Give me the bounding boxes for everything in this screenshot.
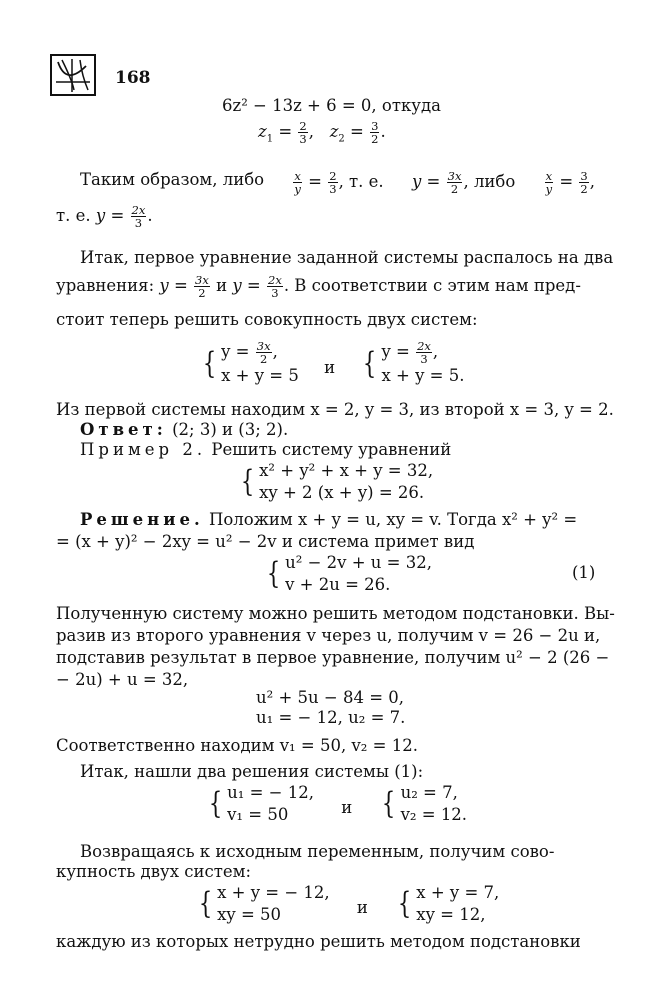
text-line: Итак, нашли два решения системы (1): [80, 762, 424, 781]
system-1: { y = $\frac{3x}{2}$ , x + y = 5 [202, 339, 299, 385]
text-line: = (x + y)² − 2xy = u² − 2v и система примет вид [56, 532, 475, 551]
text-line: − 2u) + u = 32, [56, 670, 189, 689]
fraction: $\frac{2}{3}$ [299, 119, 307, 146]
fraction: $\frac{3}{2}$ [371, 119, 379, 146]
final-systems: { x + y = − 12, xy = 50 и { x + y = 7, xy = 12, [198, 883, 500, 924]
example-heading: Пример 2. Решить систему уравнений [80, 440, 452, 459]
text-line: т. е. y = $\frac{2x}{3}$ . [56, 203, 153, 230]
text-line: подставив результат в первое уравнение, получим u² − 2 (26 − [56, 648, 610, 667]
chapter-logo-icon [50, 54, 96, 96]
text-line: стоит теперь решить совокупность двух систем: [56, 310, 478, 329]
equation-line: u² + 5u − 84 = 0, [256, 688, 405, 707]
roots-line: $z_1$ = $\frac{2}{3}$ , $z_2$ = $\frac{3}{2}$ . [258, 119, 386, 146]
text-line: уравнения: y = $\frac{3x}{2}$ и y = $\frac{2x}{3}$ . В соответствии с этим нам пред- [56, 273, 581, 300]
text-line: Полученную систему можно решить методом подстановки. Вы- [56, 604, 615, 623]
equation-line: u₁ = − 12, u₂ = 7. [256, 708, 406, 727]
text-line: Итак, первое уравнение заданной системы распалось на два [80, 248, 614, 267]
equation-line: 6z² − 13z + 6 = 0, откуда [222, 96, 442, 115]
solution-line: Решение. Положим x + y = u, xy = v. Тогда x² + y² = [80, 510, 578, 529]
text-line: купность двух систем: [56, 862, 252, 881]
text-line: разив из второго уравнения v через u, получим v = 26 − 2u и, [56, 626, 601, 645]
text-line: Из первой системы находим x = 2, y = 3, из второй x = 3, y = 2. [56, 400, 614, 419]
equation-number: (1) [572, 563, 596, 582]
system-2: { y = $\frac{2x}{3}$ , x + y = 5. [363, 339, 465, 385]
answer-line: Ответ: (2; 3) и (3; 2). [80, 420, 289, 439]
text-line: Возвращаясь к исходным переменным, получим сово- [80, 842, 555, 861]
system-example: { x² + y² + x + y = 32, xy + 2 (x + y) = 26. [240, 461, 434, 502]
text-line: каждую из которых нетрудно решить методом подстановки [56, 932, 581, 951]
text-line: Таким образом, либо $\frac{x}{y}$ = $\frac{2}{3}$ , т. е. y = $\frac{3x}{2}$ , либо $\frac{x}{y}$ = $\frac{3}{2}$ , [80, 169, 595, 196]
solution-systems: { u₁ = − 12, v₁ = 50 и { u₂ = 7, v₂ = 12. [208, 783, 468, 824]
page-number: 168 [115, 68, 151, 88]
systems-pair: { y = $\frac{3x}{2}$ , x + y = 5 и { y = $\frac{2x}{3}$ , x + y = 5. [200, 340, 464, 387]
system-uv: { u² − 2v + u = 32, v + 2u = 26. [266, 553, 432, 594]
text-line: Соответственно находим v₁ = 50, v₂ = 12. [56, 736, 418, 755]
